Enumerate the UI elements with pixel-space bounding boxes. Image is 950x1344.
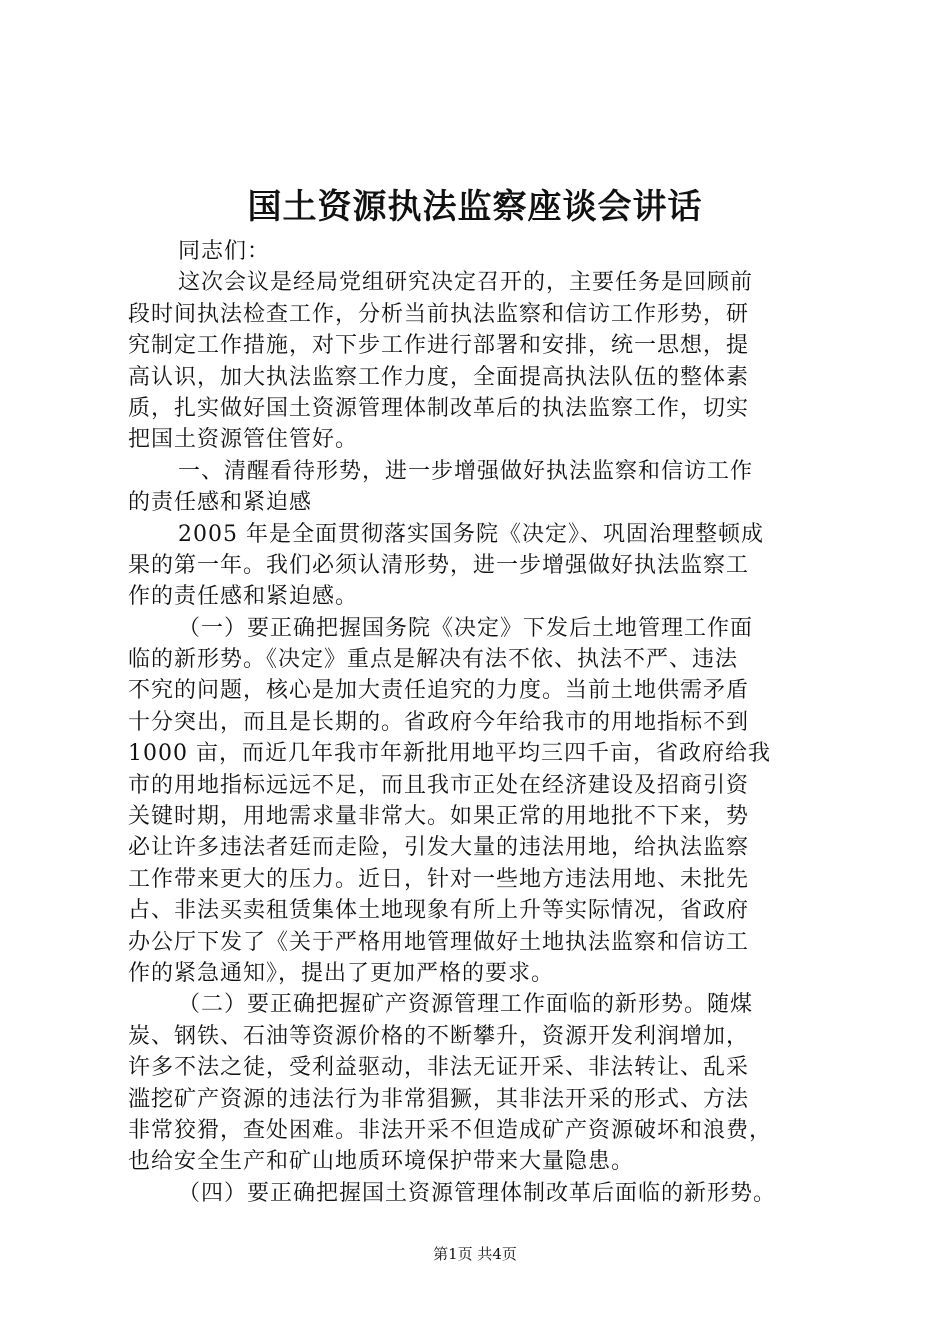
body-line: 必让许多违法者廷而走险，引发大量的违法用地，给执法监察 (128, 835, 750, 861)
body-line: 市的用地指标远远不足，而且我市正处在经济建设及招商引资 (128, 772, 750, 798)
document-body (128, 236, 828, 1209)
body-line: 关键时期，用地需求量非常大。如果正常的用地批不下来，势 (128, 804, 750, 830)
body-line: 工作带来更大的压力。近日，针对一些地方违法用地、未批先 (128, 866, 750, 892)
body-line: （一）要正确把握国务院《决定》下发后土地管理工作面 (178, 615, 754, 641)
body-line: 也给安全生产和矿山地质环境保护带来大量隐患。 (128, 1149, 635, 1175)
body-line: 炭、钢铁、石油等资源价格的不断攀升，资源开发利润增加， (128, 1023, 750, 1049)
body-line: 作的紧急通知》，提出了更加严格的要求。 (128, 960, 555, 986)
body-line: 究制定工作措施，对下步工作进行部署和安排，统一思想，提 (128, 333, 750, 359)
body-line: 段时间执法检查工作，分析当前执法监察和信访工作形势，研 (128, 301, 750, 327)
page-footer: 第1页 共4页 (433, 1245, 517, 1263)
body-line: （四）要正确把握国土资源管理体制改革后面临的新形势。 (178, 1180, 777, 1206)
body-line: 这次会议是经局党组研究决定召开的，主要任务是回顾前 (178, 270, 754, 296)
body-line: 2005 年是全面贯彻落实国务院《决定》、巩固治理整顿成 (178, 521, 764, 547)
body-line: 果的第一年。我们必须认清形势，进一步增强做好执法监察工 (128, 552, 750, 578)
body-line: 同志们： (178, 239, 271, 264)
body-line: （二）要正确把握矿产资源管理工作面临的新形势。随煤 (178, 992, 754, 1018)
body-line: 作的责任感和紧迫感。 (128, 584, 359, 610)
body-line: 十分突出，而且是长期的。省政府今年给我市的用地指标不到 (128, 709, 750, 735)
body-line: 滥挖矿产资源的违法行为非常猖獗，其非法开采的形式、方法 (128, 1086, 750, 1112)
document-title: 国土资源执法监察座谈会讲话 (247, 187, 703, 227)
body-line: 不究的问题，核心是加大责任追究的力度。当前土地供需矛盾 (128, 678, 750, 704)
body-line: 高认识，加大执法监察工作力度，全面提高执法队伍的整体素 (128, 364, 750, 390)
body-line: 质，扎实做好国土资源管理体制改革后的执法监察工作，切实 (128, 395, 750, 421)
body-line: 许多不法之徒，受利益驱动，非法无证开采、非法转让、乱采 (128, 1055, 750, 1081)
body-line: 办公厅下发了《关于严格用地管理做好土地执法监察和信访工 (128, 929, 750, 955)
body-line: 临的新形势。《决定》重点是解决有法不依、执法不严、违法 (128, 647, 739, 673)
body-line: 占、非法买卖租赁集体土地现象有所上升等实际情况，省政府 (128, 898, 750, 924)
body-line: 把国土资源管住管好。 (128, 427, 359, 453)
body-line: 的责任感和紧迫感 (128, 490, 313, 516)
body-line: 非常狡猾，查处困难。非法开采不但造成矿产资源破坏和浪费， (128, 1117, 773, 1143)
body-line: 1000 亩，而近几年我市年新批用地平均三四千亩，省政府给我 (128, 741, 771, 767)
body-line: 一、清醒看待形势，进一步增强做好执法监察和信访工作 (178, 458, 754, 484)
